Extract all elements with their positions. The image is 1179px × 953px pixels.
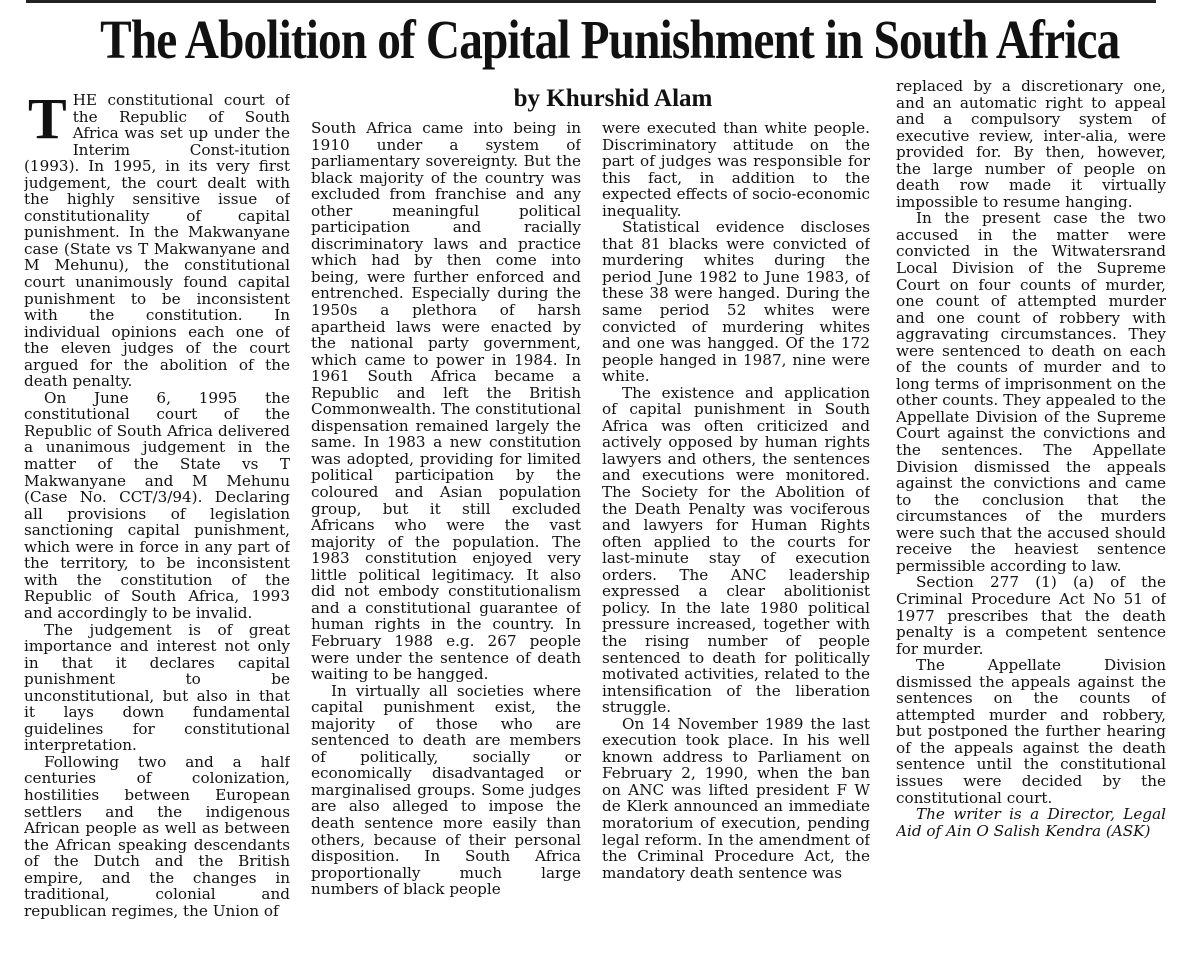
paragraph-text: Statistical evidence discloses that 81 blacks were convicted of murdering whites during the period June 1982 to June 1983, of these 38 were hanged. During the same period 52 whites were convicted of murdering whites and one was hangged. Of the 172 people hanged in 1987, nine were white. bbox=[602, 218, 870, 386]
paragraph-text: In the present case the two accused in the matter were convicted in the Witwatersrand Local Division of the Supreme Court on four counts of murder, one count of attempted murder and one count of robbery with aggravating circumstances. They were sentenced to death on each of the counts of murder and to long terms of imprisonment on the other counts. They appealed to the Appellate Division of the Supreme Court against the convictions and the sentences. The Appellate Division dismissed the appeals against the convictions and came to the conclusion that the circumstances of the murders were such that the accused should receive the heaviest sentence permissible according to law. bbox=[896, 209, 1166, 575]
article-paragraph bbox=[24, 754, 290, 919]
paragraph-text: The existence and application of capital punishment in South Africa was often criticized and actively opposed by human rights lawyers and others, the sentences and executions were monitored. The Society for the Abolition of the Death Penalty was vociferous and lawyers for Human Rights often applied to the courts for last-minute stay of execution orders. The ANC leadership expressed a clear abolitionist policy. In the late 1980 political pressure increased, together with the rising number of people sentenced to death for politically motivated activities, related to the intensification of the liberation struggle. bbox=[602, 383, 870, 717]
paragraph-text: In virtually all societies where capital punishment exist, the majority of those who are sentenced to death are members of politically, socially or economically disadvantaged or marginalised groups. Some judges are also alleged to impose the death sentence more easily than others, because of their personal disposition. In South Africa proportionally much large numbers of black people bbox=[311, 681, 581, 899]
paragraph-text: Following two and a half centuries of colonization, hostilities between European settlers and the indigenous African people as well as between the African speaking descendants of the Dutch and the British empire, and the changes in traditional, colonial and republican regimes, the Union of bbox=[24, 752, 290, 920]
article-column-1 bbox=[24, 92, 290, 952]
article-column-2 bbox=[311, 120, 581, 952]
article-paragraph bbox=[24, 390, 290, 622]
article-paragraph bbox=[311, 683, 581, 898]
article-paragraph bbox=[602, 716, 870, 881]
paragraph-text: were executed than white people. Discriminatory attitude on the part of judges was responsible for this fact, in addition to the expected effects of socio-economic inequality. bbox=[602, 120, 870, 220]
paragraph-text: The writer is a Director, Legal Aid of Ain O Salish Kendra (ASK) bbox=[896, 805, 1166, 840]
article-paragraph bbox=[896, 210, 1166, 574]
article-paragraph bbox=[896, 806, 1166, 839]
article-paragraph bbox=[602, 219, 870, 384]
article-paragraph bbox=[896, 78, 1166, 210]
paragraph-text: South Africa came into being in 1910 under a system of parliamentary sovereignty. But the black majority of the country was excluded from franchise and any other meaningful political participation and racially discriminatory laws and practice which had by then come into being, were further enforced and entrenched. Especially during the 1950s a plethora of harsh apartheid laws were enacted by the national party government, which came to power in 1984. In 1961 South Africa became a Republic and left the British Commonwealth. The constitutional dispensation remained largely the same. In 1983 a new constitution was adopted, providing for limited political participation by the coloured and Asian population group, but it still excluded Africans who were the vast majority of the population. The 1983 constitution enjoyed very little political legitimacy. It also did not embody constitutionalism and a constitutional guarantee of human rights in the country. In February 1988 e.g. 267 people were under the sentence of death waiting to be hangged. bbox=[311, 120, 581, 684]
drop-cap: T bbox=[28, 92, 67, 151]
article-headline: The Abolition of Capital Punishment in South Africa bbox=[100, 9, 1120, 70]
article-paragraph bbox=[896, 574, 1166, 657]
article-paragraph bbox=[24, 622, 290, 754]
article-paragraph bbox=[602, 385, 870, 716]
top-rule bbox=[26, 0, 1156, 3]
article-column-3 bbox=[602, 120, 870, 952]
paragraph-text: The judgement is of great importance and interest not only in that it declares capital punishment to be unconstitutional, but also in that it lays down fundamental guidelines for constitutional interpretation. bbox=[24, 620, 290, 755]
article-paragraph bbox=[24, 92, 290, 390]
paragraph-text: Section 277 (1) (a) of the Criminal Procedure Act No 51 of 1977 prescribes that the death penalty is a competent sentence for murder. bbox=[896, 573, 1166, 658]
paragraph-text: replaced by a discretionary one, and an automatic right to appeal and a compulsory system of executive review, inter-alia, were provided for. By then, however, the large number of people on death row made it virtually impossible to resume hanging. bbox=[896, 78, 1166, 211]
article-paragraph bbox=[896, 657, 1166, 806]
article-byline: by Khurshid Alam bbox=[513, 85, 713, 112]
paragraph-text: The Appellate Division dismissed the appeals against the sentences on the counts of attempted murder and robbery, but postponed the further hearing of the appeals against the death sentence until the constitutional issues were decided by the constitutional court. bbox=[896, 656, 1166, 807]
article-column-4 bbox=[896, 78, 1166, 952]
paragraph-text: On June 6, 1995 the constitutional court of the Republic of South Africa delivered a unanimous judgement in the matter of the State vs T Makwanyane and M Mehunu (Case No. CCT/3/94). Declaring all provisions of legislation sanctioning capital punishment, which were in force in any part of the territory, to be inconsistent with the constitution of the Republic of South Africa, 1993 and accordingly to be invalid. bbox=[24, 388, 290, 622]
article-paragraph bbox=[602, 120, 870, 219]
paragraph-text: HE constitutional court of the Republic of South Africa was set up under the Interim Const-itution (1993). In 1995, in its very first judgement, the court dealt with the highly sensitive issue of constitutionality of capital punishment. In the Makwanyane case (State vs T Makwanyane and M Mehunu), the constitutional court unanimously found capital punishment to be inconsistent with the constitution. In individual opinions each one of the eleven judges of the court argued for the abolition of the death penalty. bbox=[24, 92, 290, 391]
paragraph-text: On 14 November 1989 the last execution took place. In his well known address to Parliament on February 2, 1990, when the ban on ANC was lifted president F W de Klerk announced an immediate moratorium of execution, pending legal reform. In the amendment of the Criminal Procedure Act, the mandatory death sentence was bbox=[602, 714, 870, 882]
article-paragraph bbox=[311, 120, 581, 683]
